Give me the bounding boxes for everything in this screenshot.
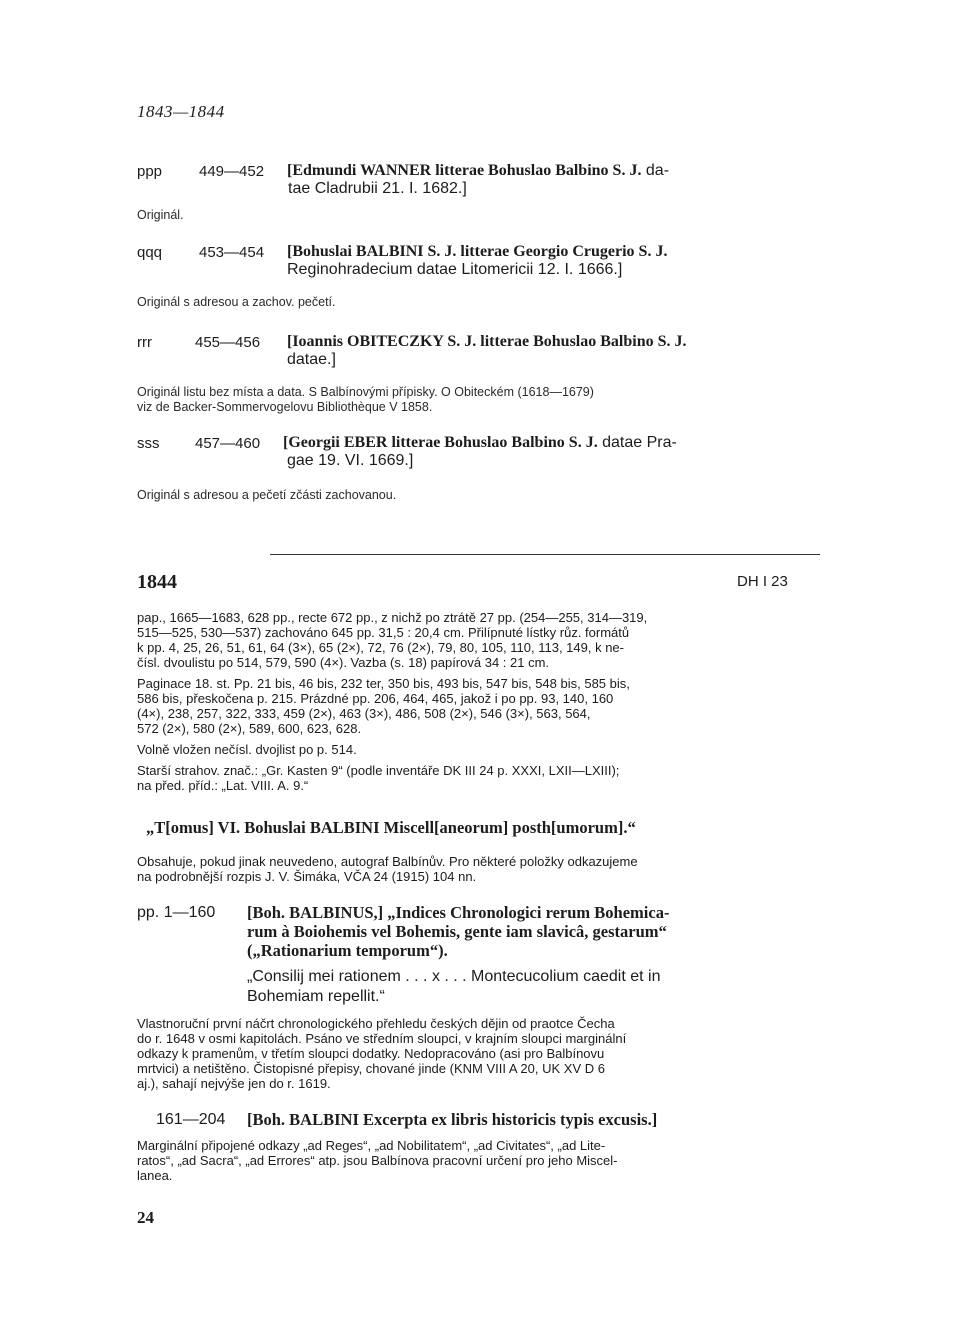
item-title-line <box>283 452 817 470</box>
item-pages: 457—460 <box>195 435 261 452</box>
note-line: Vlastnoruční první náčrt chronologického přehledu českých dějin od praotce Čecha <box>137 1016 615 1031</box>
item-pages: 455—456 <box>195 334 261 351</box>
item-title-line: [Ioannis OBITECZKY S. J. litterae Bohuslao Balbino S. J. <box>287 333 687 350</box>
title-part: datae Pra- <box>597 434 677 451</box>
description-line: (4×), 238, 257, 322, 333, 459 (2×), 463 (3×), 486, 508 (2×), 546 (3×), 563, 564, <box>137 706 591 721</box>
item-pages: 453—454 <box>199 244 265 261</box>
item-title <box>287 162 815 198</box>
note-line: Marginální připojené odkazy „ad Reges“, „ad Nobilitatem“, „ad Civitates“, „ad Lite- <box>137 1138 606 1153</box>
incipit-line: „Consilij mei rationem . . . x . . . Montecucolium caedit et in <box>247 968 661 985</box>
item-note: Originál. <box>137 208 184 222</box>
note-line: mrtvici) a netištěno. Čistopisné přepisy, chované jinde (KNM VIII A 20, UK XV D 6 <box>137 1061 605 1076</box>
title-part: da- <box>641 162 670 179</box>
note-line: viz de Backer-Sommervogelovu Bibliothèque V 1858. <box>137 400 433 414</box>
entry-pages: 161—204 <box>156 1111 226 1128</box>
description-line: Starší strahov. znač.: „Gr. Kasten 9“ (podle inventáře DK III 24 p. XXXI, LXII—LXIII); <box>137 763 620 778</box>
title-line: rum à Boiohemis vel Bohemis, gente iam slavicâ, gestarum“ <box>247 922 667 941</box>
title-line: [Boh. BALBINUS,] „Indices Chronologici rerum Bohemica- <box>247 903 670 922</box>
section-description <box>137 610 817 793</box>
description-line: pap., 1665—1683, 628 pp., recte 672 pp., z nichž po ztrátě 27 pp. (254—255, 314—319, <box>137 610 648 625</box>
note-line: Originál listu bez místa a data. S Balbínovými přípisky. O Obiteckém (1618—1679) <box>137 385 594 399</box>
item-code: qqq <box>137 244 163 261</box>
entry-title <box>247 903 817 960</box>
item-code: rrr <box>137 334 152 351</box>
description-line: 572 (2×), 580 (2×), 589, 600, 623, 628. <box>137 721 362 736</box>
entry-title <box>247 1110 817 1129</box>
description-paragraph <box>137 676 817 736</box>
description-line: na před. příd.: „Lat. VIII. A. 9.“ <box>137 778 309 793</box>
item-note <box>137 385 817 415</box>
description-paragraph <box>137 610 817 670</box>
note-line: odkazy k pramenům, v třetím sloupci dodatky. Nedopracováno (asi pro Balbínovu <box>137 1046 605 1061</box>
item-title <box>287 243 817 279</box>
contents-note <box>137 854 817 884</box>
description-line: k pp. 4, 25, 26, 51, 61, 64 (3×), 65 (2×), 72, 76 (2×), 79, 80, 105, 110, 113, 149, k ne- <box>137 640 624 655</box>
page-number: 24 <box>137 1208 154 1227</box>
item-note: Originál s adresou a zachov. pečetí. <box>137 295 336 309</box>
item-title <box>283 434 817 470</box>
entry-pages: pp. 1—160 <box>137 904 216 921</box>
title-line: [Boh. BALBINI Excerpta ex libris historicis typis excusis.] <box>247 1110 658 1129</box>
description-paragraph <box>137 742 817 757</box>
title-line: („Rationarium temporum“). <box>247 941 448 960</box>
item-title-line: [Bohuslai BALBINI S. J. litterae Georgio Crugerio S. J. <box>287 243 668 260</box>
note-line: Obsahuje, pokud jinak neuvedeno, autograf Balbínův. Pro některé položky odkazujeme <box>137 854 638 869</box>
item-pages: 449—452 <box>199 163 265 180</box>
item-title-line: datae.] <box>287 351 336 368</box>
item-title-line <box>287 162 815 180</box>
running-head: 1843—1844 <box>137 102 225 121</box>
description-paragraph <box>137 763 817 793</box>
incipit-line: Bohemiam repellit.“ <box>247 988 385 1005</box>
title-part: gae 19. VI. 1669.] <box>287 452 414 469</box>
title-part: [Edmundi WANNER litterae Bohuslao Balbino S. J. <box>287 162 642 179</box>
entry-note <box>137 1138 817 1183</box>
description-line: 515—525, 530—537) zachováno 645 pp. 31,5 : 20,4 cm. Přilípnuté lístky růz. formátů <box>137 625 630 640</box>
description-line: Volně vložen nečísl. dvojlist po p. 514. <box>137 742 357 757</box>
note-line: na podrobnější rozpis J. V. Šimáka, VČA 24 (1915) 104 nn. <box>137 869 477 884</box>
section-shelfmark: DH I 23 <box>737 573 788 590</box>
title-part: [Georgii EBER litterae Bohuslao Balbino S. J. <box>283 434 598 451</box>
item-code: sss <box>137 435 160 452</box>
section-divider <box>270 554 820 555</box>
description-line: Paginace 18. st. Pp. 21 bis, 46 bis, 232 ter, 350 bis, 493 bis, 547 bis, 548 bis, 585 bis, <box>137 676 630 691</box>
title-part: tae Cladrubii 21. I. 1682.] <box>288 180 467 197</box>
item-code: ppp <box>137 163 163 180</box>
note-line: do r. 1648 v osmi kapitolách. Psáno ve středním sloupci, v krajním sloupci marginální <box>137 1031 627 1046</box>
item-title-line: Reginohradecium datae Litomericii 12. I. 1666.] <box>287 261 623 278</box>
note-line: lanea. <box>137 1168 173 1183</box>
item-title-line <box>283 434 817 452</box>
entry-note <box>137 1016 817 1091</box>
description-line: 586 bis, přeskočena p. 215. Prázdné pp. 206, 464, 465, jakož i po pp. 93, 140, 160 <box>137 691 614 706</box>
volume-title: „T[omus] VI. Bohuslai BALBINI Miscell[aneorum] posth[umorum].“ <box>146 818 636 837</box>
note-line: aj.), sahají nejvýše jen do r. 1619. <box>137 1076 331 1091</box>
section-year: 1844 <box>137 571 177 593</box>
item-note: Originál s adresou a pečetí zčásti zachovanou. <box>137 488 397 502</box>
note-line: ratos“, „ad Sacra“, „ad Errores“ atp. jsou Balbínova pracovní určení pro jeho Miscel- <box>137 1153 618 1168</box>
item-title-line <box>287 180 815 198</box>
item-title <box>287 333 817 369</box>
entry-incipit <box>247 967 817 1007</box>
description-line: čísl. dvoulistu po 514, 579, 590 (4×). Vazba (s. 18) papírová 34 : 21 cm. <box>137 655 550 670</box>
